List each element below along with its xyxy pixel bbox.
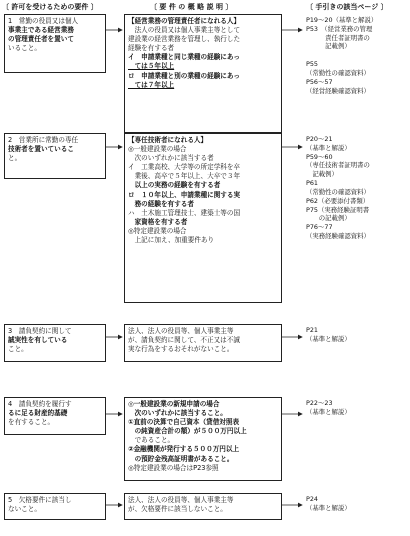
req5-line: 5 欠格要件に該当し [8, 496, 72, 504]
summary2-line: 上記に加え、加重要件あり [128, 236, 215, 245]
header-requirements: 〔 許可を受けるための要件 〕 [2, 3, 98, 11]
summary1-line: ては５年以上 [128, 62, 175, 71]
summary-box-1 [124, 14, 282, 133]
summary4-line: ①直前の決算で自己資本（貸借対照表 [128, 418, 240, 427]
summary3-line: 実な行為をするおそれがないこと。 [128, 345, 234, 354]
summary1-title: 【経営業務の管理責任者になれる人】 [128, 17, 241, 25]
page-ref: P19～20（基準と解説） [306, 16, 378, 24]
summary2-line: 家資格を有する者 [128, 217, 188, 226]
req2-line: と。 [8, 154, 22, 163]
req2-line: 技術者を置いているこ [8, 145, 74, 154]
req4-line: 4 請負契約を履行す [8, 400, 72, 408]
header-pages: 〔 手引きの該当ページ 〕 [306, 3, 388, 11]
req4-line: るに足る財産的基礎 [8, 409, 68, 418]
page-ref: P53 （経営業務の管理 [306, 24, 373, 33]
summary1-line: ロ 申請業種と別の業種の経験にあっ [128, 71, 241, 80]
summary1-line: 法人の役員又は個人事業主等として [128, 26, 241, 35]
page-ref: P21 [306, 326, 318, 334]
req4-line: を有すること。 [8, 418, 55, 427]
page-ref: P20～21 [306, 135, 333, 143]
page-ref: P56～57 [306, 77, 333, 86]
page-ref: （基準と解説） [306, 334, 351, 343]
page-ref: P55 [306, 60, 318, 69]
page-ref: P59～60 [306, 152, 333, 161]
summary4-line: の純資産合計の額）が５００万円以上 [128, 427, 247, 436]
page-ref: （基準と解説） [306, 143, 351, 152]
summary-box-3 [124, 324, 282, 362]
summary-box-5 [124, 493, 282, 520]
summary2-line: ◎一般建設業の場合 [128, 145, 187, 154]
summary2-line: 次のいずれかに該当する者 [128, 154, 214, 163]
summary-box-4 [124, 397, 282, 481]
summary5-line: が、欠格要件に該当しないこと。 [128, 505, 227, 514]
summary2-line: ハ 土木施工管理技士、建築士等の国 [128, 208, 241, 217]
page-ref: （常勤性の確認資料） [306, 187, 370, 196]
requirement-box-5 [4, 493, 106, 520]
page-ref: P24 [306, 495, 318, 503]
summary1-line: イ 申請業種と同じ業種の経験にあっ [128, 53, 241, 62]
page-refs-4 [306, 399, 351, 417]
summary4-line: 次のいずれかに該当すること。 [128, 409, 227, 418]
page-ref: （経営経験確認資料） [306, 86, 370, 95]
req5-line: ないこと。 [8, 505, 41, 514]
page-ref: の記載例） [306, 214, 351, 223]
page-refs-1 [306, 16, 377, 96]
page-ref: P62（必要添付書類） [306, 196, 370, 205]
req3-line: こと。 [8, 345, 28, 354]
req3-line: 誠実性を有している [8, 336, 68, 345]
summary2-title: 【専任技術者になれる人】 [128, 136, 208, 144]
summary3-line: が、請負契約に関して、不正又は不誠 [128, 336, 240, 345]
summary4-line: であること。 [128, 436, 175, 445]
page-ref: 責任者証明書の [306, 33, 370, 42]
req3-line: 3 請負契約に関して [8, 327, 72, 335]
summary4-line: ◎一般建設業の新規申請の場合 [128, 400, 220, 408]
summary4-line: の預貯金残高証明書があること。 [128, 454, 234, 463]
summary-box-2 [124, 133, 282, 303]
summary1-line: ては７年以上 [128, 80, 175, 89]
summary1-line: 建設業の経営業務を管理し、執行した [128, 35, 241, 44]
page-ref [306, 51, 377, 60]
page-ref: （専任技術者証明書の [306, 161, 370, 170]
summary4-line: ②金融機関が発行する５００万円以上 [128, 445, 240, 454]
summary2-line: 務の経験を有する者 [128, 199, 194, 208]
summary3-line: 法人、法人の役員等、個人事業主等 [128, 327, 234, 335]
req1-line: いること。 [8, 44, 41, 53]
page-ref: （基準と解説） [306, 407, 351, 416]
page-ref: 記載例） [306, 170, 338, 179]
page-ref: P75（実務経験証明書 [306, 205, 370, 214]
summary5-line: 法人、法人の役員等、個人事業主等 [128, 496, 234, 504]
summary2-line: イ 工業高校、大学等の所定学科を卒 [128, 163, 241, 172]
req1-line: 事業主である経営業務 [8, 26, 74, 35]
requirement-box-3 [4, 324, 106, 362]
summary2-line: ロ １０年以上、申請業種に関する実 [128, 190, 241, 199]
page-refs-3 [306, 326, 351, 344]
summary2-line: 以上の実務の経験を有する者 [128, 181, 221, 190]
summary2-line: 業後、高卒で５年以上、大卒で３年 [128, 172, 241, 181]
page-ref: P61 [306, 179, 318, 188]
page-ref: P22～23 [306, 399, 333, 407]
requirement-box-4 [4, 397, 106, 435]
page-refs-5 [306, 495, 351, 513]
page-refs-2 [306, 135, 370, 241]
req2-line: 2 営業所に常勤の専任 [8, 136, 79, 144]
page-ref: 記載例） [306, 42, 351, 51]
page-ref: （常勤性の確認資料） [306, 69, 370, 78]
req1-line: の管理責任者を置いて [8, 35, 74, 44]
req1-line: 1 常勤の役員又は個人 [8, 17, 79, 25]
page-ref: （基準と解説） [306, 503, 351, 512]
requirement-box-1 [4, 14, 106, 73]
page-ref: P76～77 [306, 223, 333, 232]
page-ref: （実務経験確認資料） [306, 232, 370, 241]
summary4-line: ◎特定建設業の場合はP23参照 [128, 463, 219, 472]
summary2-line: ◎特定建設業の場合 [128, 226, 187, 235]
requirement-box-2 [4, 133, 106, 179]
header-summary: 〔 要 件 の 概 略 説 明 〕 [150, 3, 233, 11]
summary1-line: 経験を有する者 [128, 44, 175, 53]
